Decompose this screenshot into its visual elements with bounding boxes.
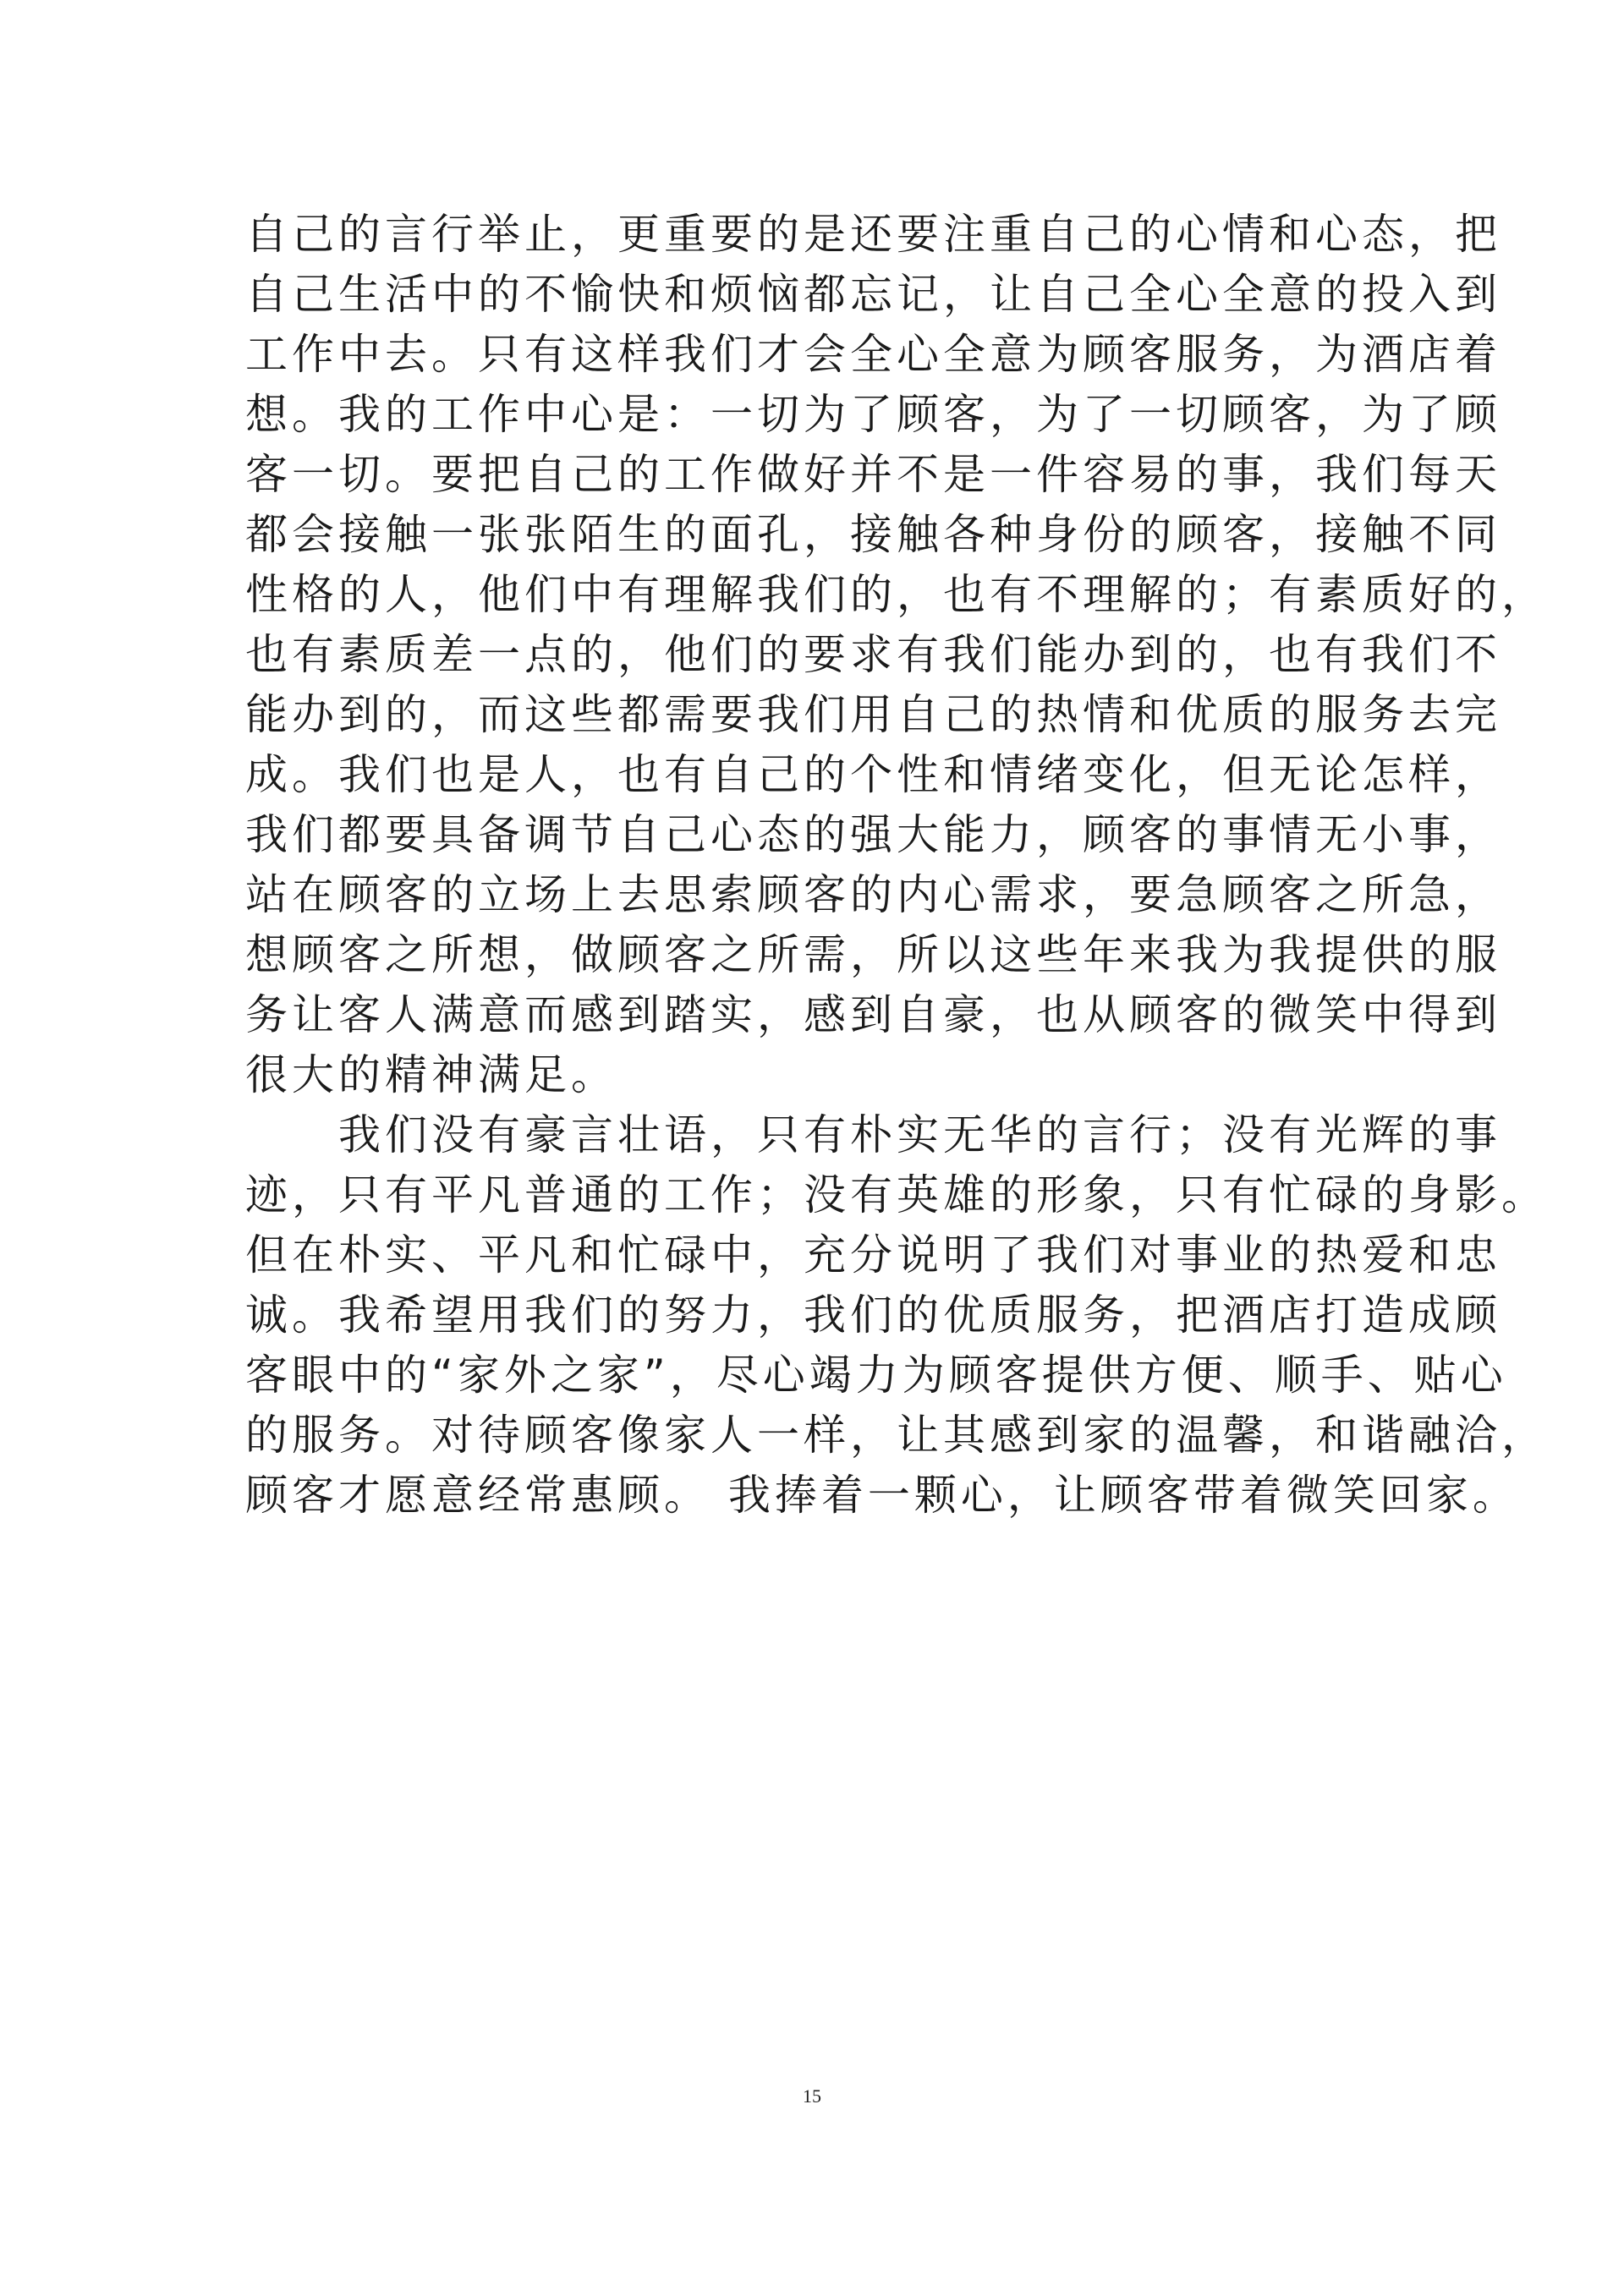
text-line: 也有素质差一点的，他们的要求有我们能办到的，也有我们不 [245, 630, 1501, 679]
text-line: 客一切。要把自己的工作做好并不是一件容易的事，我们每天 [245, 450, 1501, 499]
text-line: 客眼中的“家外之家”，尽心竭力为顾客提供方便、顺手、贴心 [245, 1351, 1507, 1400]
text-line: 成。我们也是人，也有自己的个性和情绪变化，但无论怎样， [245, 750, 1501, 799]
text-line: 但在朴实、平凡和忙碌中，充分说明了我们对事业的热爱和忠 [245, 1230, 1501, 1280]
text-line: 性格的人，他们中有理解我们的，也有不理解的；有素质好的， [245, 570, 1548, 619]
text-line: 我们都要具备调节自己心态的强大能力，顾客的事情无小事， [245, 810, 1501, 859]
text-line: 顾客才愿意经常惠顾。 我捧着一颗心，让顾客带着微笑回家。 [245, 1471, 1519, 1520]
text-line: 都会接触一张张陌生的面孔，接触各种身份的顾客，接触不同 [245, 510, 1501, 559]
text-line: 很大的精神满足。 [245, 1050, 617, 1099]
text-line: 务让客人满意而感到踏实，感到自豪，也从顾客的微笑中得到 [245, 990, 1501, 1039]
page-number: 15 [803, 2085, 821, 2107]
text-line: 迹，只有平凡普通的工作；没有英雄的形象，只有忙碌的身影。 [245, 1170, 1548, 1219]
text-line: 自己生活中的不愉快和烦恼都忘记，让自己全心全意的投入到 [245, 270, 1501, 319]
text-line: 能办到的，而这些都需要我们用自己的热情和优质的服务去完 [245, 690, 1501, 739]
text-line: 诚。我希望用我们的努力，我们的优质服务，把酒店打造成顾 [245, 1290, 1501, 1340]
text-line: 站在顾客的立场上去思索顾客的内心需求，要急顾客之所急， [245, 870, 1501, 919]
text-line: 自己的言行举止，更重要的是还要注重自己的心情和心态，把 [245, 210, 1501, 259]
text-line: 的服务。对待顾客像家人一样，让其感到家的温馨，和谐融洽， [245, 1411, 1548, 1460]
text-line: 想。我的工作中心是：一切为了顾客，为了一切顾客，为了顾 [245, 390, 1501, 439]
body-text [245, 205, 1548, 1526]
text-line: 想顾客之所想，做顾客之所需，所以这些年来我为我提供的服 [245, 930, 1501, 979]
text-line: 工作中去。只有这样我们才会全心全意为顾客服务，为酒店着 [245, 330, 1501, 379]
paragraph-first-line: 我们没有豪言壮语，只有朴实无华的言行；没有光辉的事 [338, 1110, 1501, 1159]
